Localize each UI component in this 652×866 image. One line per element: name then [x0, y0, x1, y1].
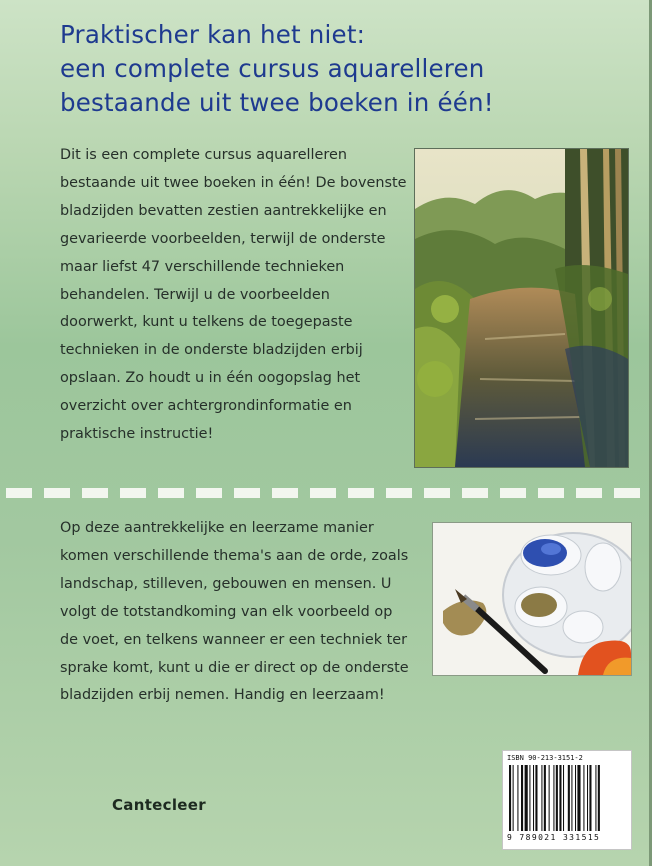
barcode [502, 750, 632, 850]
barcode-bar [571, 765, 572, 831]
second-paragraph [60, 515, 409, 710]
barcode-bar [577, 765, 580, 831]
text-line: technieken in de onderste bladzijden erbij [60, 342, 363, 359]
barcode-bar [525, 765, 528, 831]
barcode-bar [589, 765, 591, 831]
text-line: bladzijden erbij nemen. Handig en leerzaam! [60, 687, 385, 704]
barcode-bar [559, 765, 561, 831]
barcode-bar [544, 765, 546, 831]
headline-line: Praktischer kan het niet: [60, 20, 366, 49]
barcode-bar [553, 765, 554, 831]
barcode-bar [541, 765, 542, 831]
barcode-bar [513, 765, 514, 831]
barcode-bar [568, 765, 570, 831]
barcode-bar [533, 765, 534, 831]
text-line: gevarieerde voorbeelden, terwijl de onderste [60, 230, 386, 247]
barcode-bar [535, 765, 537, 831]
barcode-bar [556, 765, 558, 831]
text-line: komen verschillende thema's aan de orde, zoals [60, 547, 409, 564]
text-line: praktische instructie! [60, 426, 214, 443]
text-line: bestaande uit twee boeken in één! De bovenste [60, 174, 407, 191]
text-line: Op deze aantrekkelijke en leerzame manier [60, 520, 374, 536]
barcode-bar [517, 765, 518, 831]
headline [60, 18, 640, 120]
text-line: de voet, en telkens wanneer er een techniek ter [60, 631, 408, 648]
isbn-label: ISBN 90-213-3151-2 [507, 754, 583, 762]
barcode-bar [529, 765, 530, 831]
barcode-bar [563, 765, 564, 831]
barcode-bar [549, 765, 550, 831]
text-line: overzicht over achtergrondinformatie en [60, 398, 352, 415]
barcode-bar [587, 765, 588, 831]
text-line: sprake komt, kunt u die er direct op de onderste [60, 659, 409, 676]
ean-digits: 9 789021 331515 [507, 833, 601, 842]
barcode-bar [575, 765, 576, 831]
barcode-bars-icon [509, 765, 625, 831]
text-line: behandelen. Terwijl u de voorbeelden [60, 286, 330, 303]
barcode-bar [521, 765, 523, 831]
dashed-divider [0, 488, 652, 498]
text-line: doorwerkt, kunt u telkens de toegepaste [60, 314, 353, 331]
watercolor-river-landscape-icon [414, 148, 629, 468]
text-line: volgt de totstandkoming van elk voorbeeld op [60, 603, 393, 620]
text-line: opslaan. Zo houdt u in één oogopslag het [60, 370, 361, 387]
publisher-logo: Cantecleer [112, 796, 206, 814]
barcode-bar [509, 765, 511, 831]
barcode-bar [598, 765, 600, 831]
barcode-bar [595, 765, 596, 831]
headline-line: bestaande uit twee boeken in één! [60, 88, 494, 117]
text-line: maar liefst 47 verschillende technieken [60, 258, 345, 275]
paint-palette-and-brush-icon [432, 522, 632, 676]
headline-line: een complete cursus aquarelleren [60, 54, 485, 83]
intro-paragraph [60, 142, 406, 449]
text-line: Dit is een complete cursus aquarelleren [60, 147, 347, 163]
text-line: landschap, stilleven, gebouwen en mensen. U [60, 575, 392, 592]
barcode-bar [583, 765, 584, 831]
text-line: bladzijden bevatten zestien aantrekkelijke en [60, 202, 387, 219]
